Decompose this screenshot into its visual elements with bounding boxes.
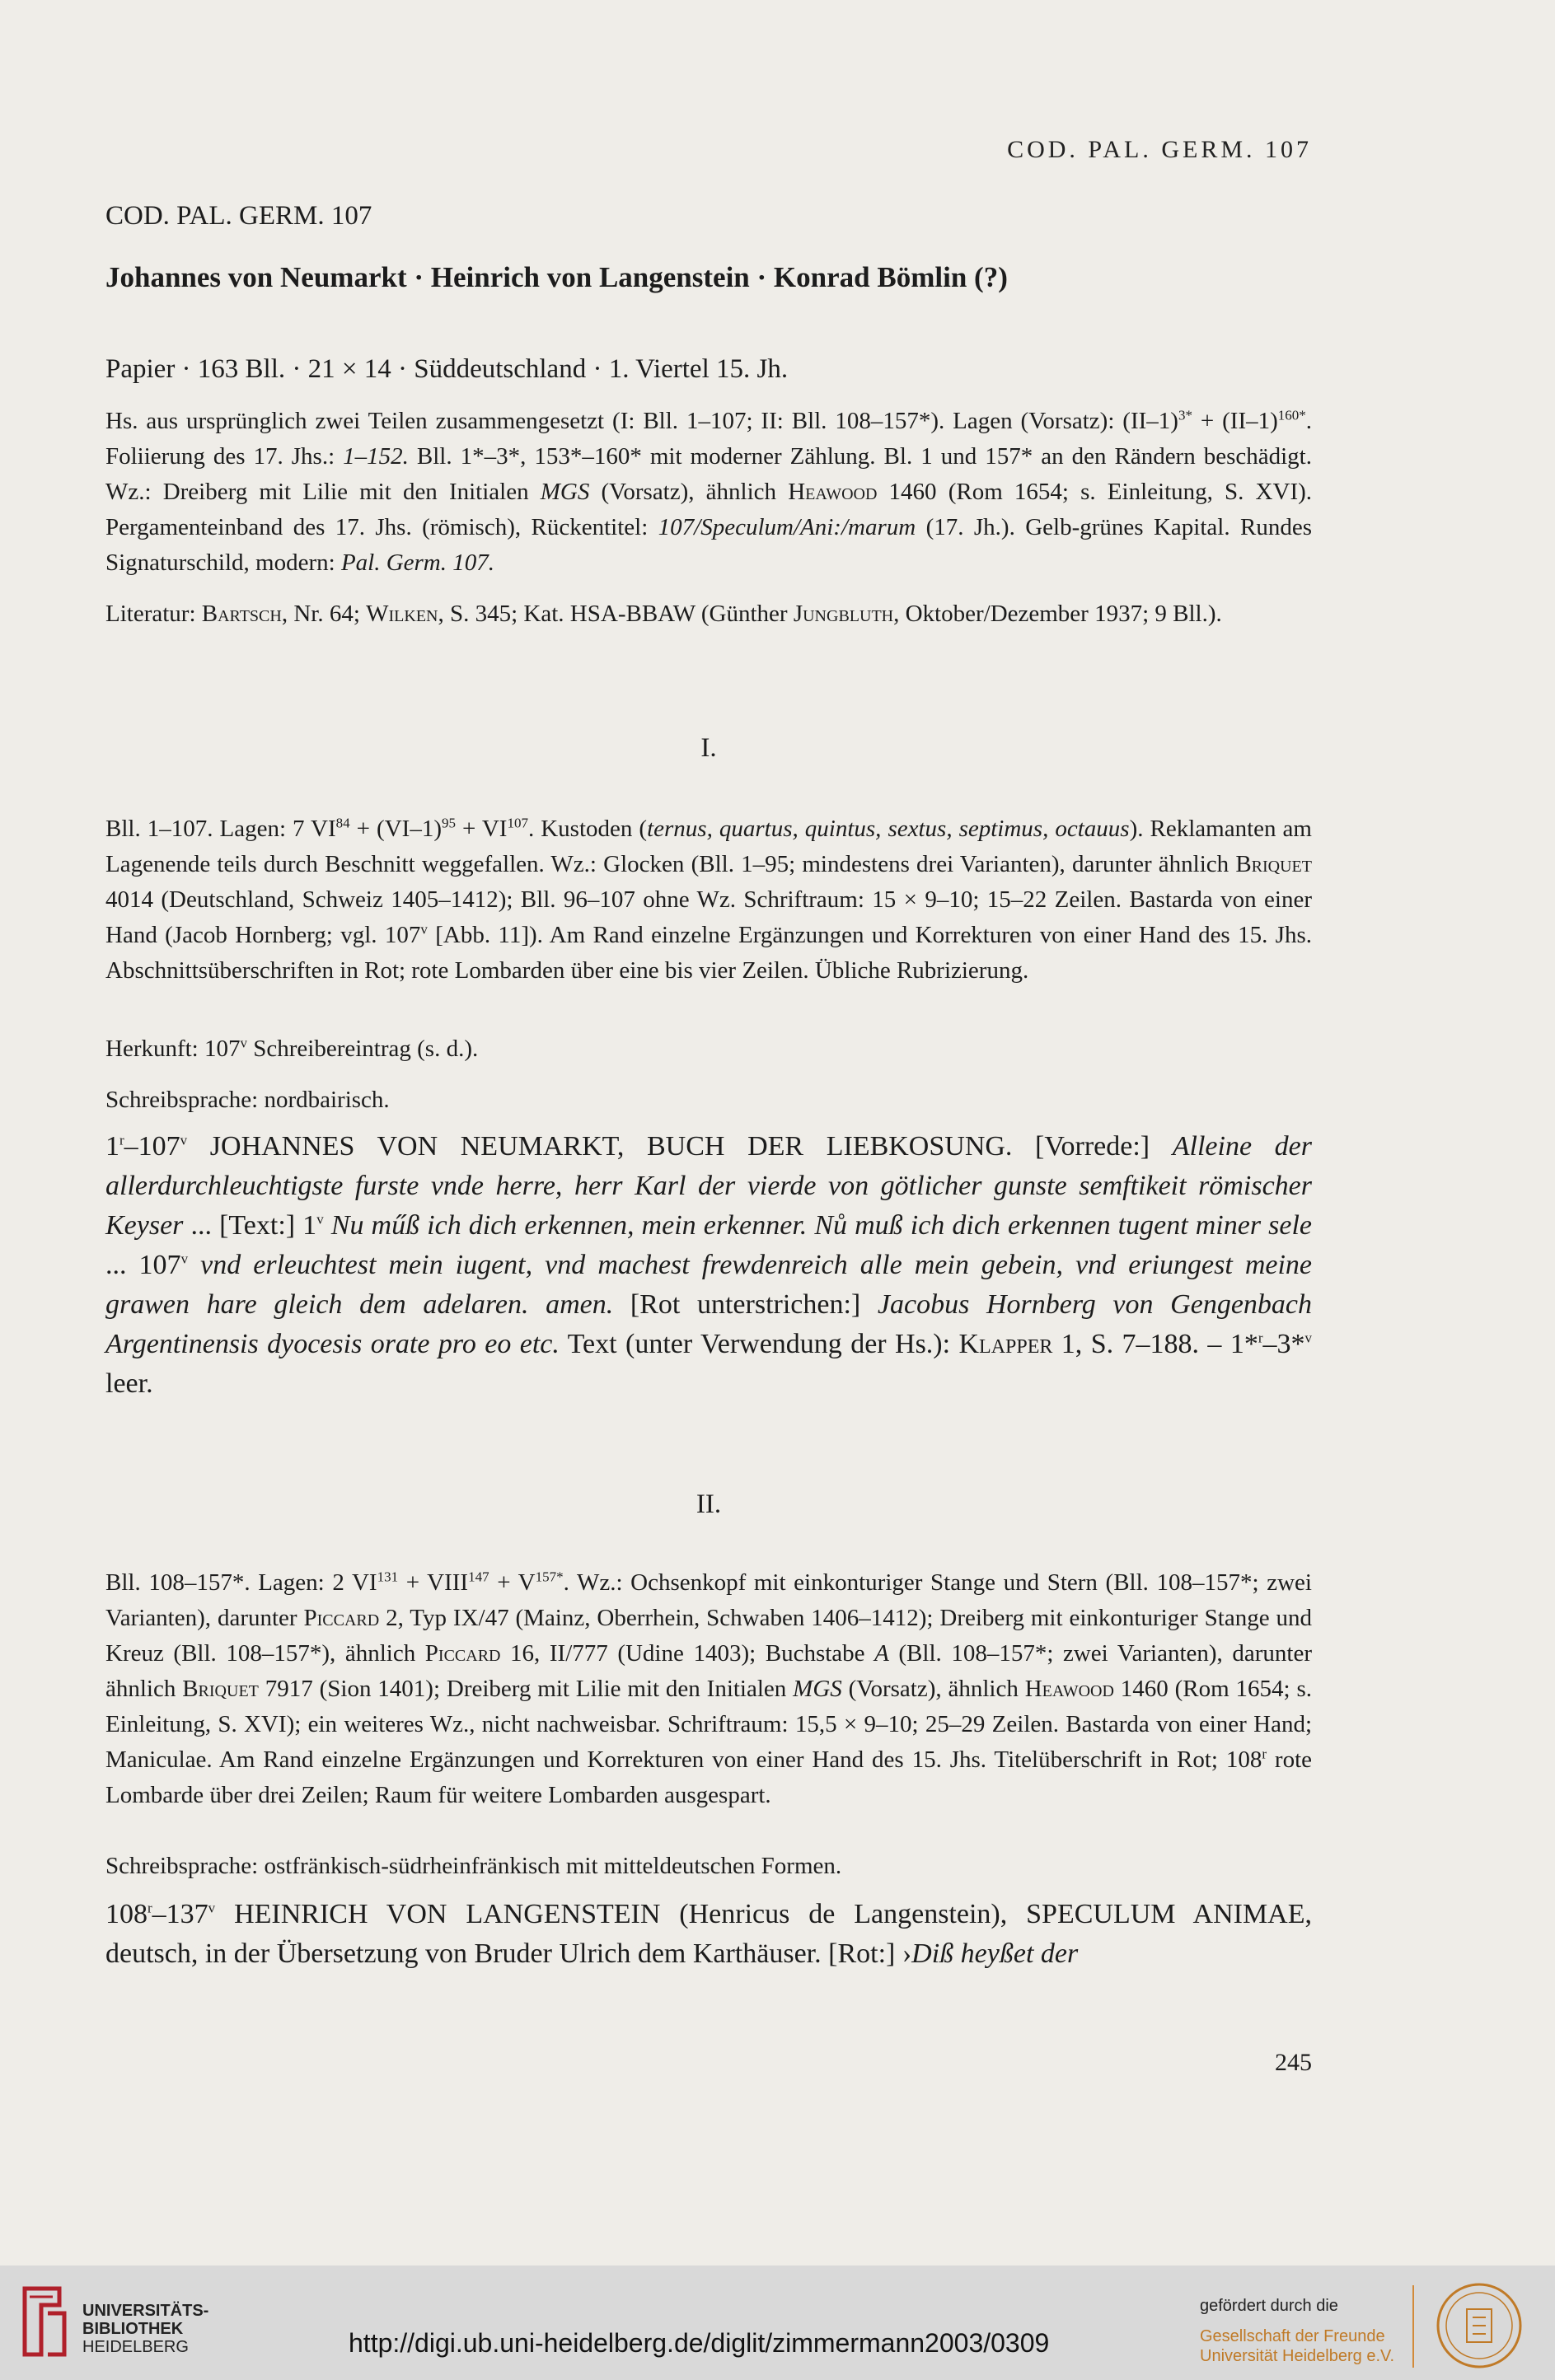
dialect-line-2: Schreibsprache: ostfränkisch-südrheinfränkisch mit mitteldeutschen Formen. xyxy=(105,1853,842,1879)
physical-description: Papier · 163 Bll. · 21 × 14 · Süddeutschland · 1. Viertel 15. Jh. xyxy=(105,354,789,384)
part2-codicology-paragraph: Bll. 108–157*. Lagen: 2 $VI^{131}$ + $VIII^{147} + V^{157*}$. Wz.: Ochsenkopf mit einkonturiger Stange und Stern (Bll. 108–157*; zwei Varianten), darunter Piccard 2, Typ IX/47 (Mainz, Oberrhein, Schwaben 1406–1412); Dreiberg mit einkonturiger Stange und Kreuz (Bll. 108–157*), ähnlich Piccard 16, II/777 (Udine 1403); Buchstabe A (Bll. 108–157*; zwei Varianten), darunter ähnlich Briquet 7917 (Sion 1401); Dreiberg mit Lilie mit den Initialen MGS (Vorsatz), ähnlich Heawood 1460 (Rom 1654; s. Einleitung, S. XVI); ein weiteres Wz., nicht nachweisbar. Schriftraum: 15,5 × 9–10; 25–29 Zeilen. Bastarda von einer Hand; Maniculae. Am Rand einzelne Ergänzungen und Korrekturen von einer Hand des 15. Jhs. Titelüberschrift in Rot; 108$^r$ rote Lombarde über drei Zeilen; Raum für weitere Lombarden ausgespart. xyxy=(105,1569,1312,1808)
running-head: COD. PAL. GERM. 107 xyxy=(1007,136,1312,163)
permalink-url[interactable]: http://digi.ub.uni-heidelberg.de/diglit/zimmermann2003/0309 xyxy=(349,2328,1050,2358)
part1-codicology-paragraph: Bll. 1–107. Lagen: 7 $VI^{84} + (VI-1)^{95} + VI^{107}$. Kustoden (ternus, quartus, quintus, sextus, septimus, octauus). Reklamanten am Lagenende teils durch Beschnitt weggefallen. Wz.: Glocken (Bll. 1–95; mindestens drei Varianten), darunter ähnlich Briquet 4014 (Deutschland, Schweiz 1405–1412); Bll. 96–107 ohne Wz. Schriftraum: 15 × 9–10; 15–22 Zeilen. Bastarda von einer Hand (Jacob Hornberg; vgl. 107$^v$ [Abb. 11]). Am Rand einzelne Ergänzungen und Korrekturen von einer Hand des 15. Jhs. Abschnittsüberschriften in Rot; rote Lombarden über eine bis vier Zeilen. Übliche Rubrizierung. xyxy=(105,815,1312,984)
dialect-line-1: Schreibsprache: nordbairisch. xyxy=(105,1087,390,1113)
manuscript-title: Johannes von Neumarkt · Heinrich von Langenstein · Konrad Bömlin (?) xyxy=(105,261,1008,293)
support-text: gefördert durch die xyxy=(1200,2297,1338,2315)
ub-name: UNIVERSITÄTS- BIBLIOTHEK HEIDELBERG xyxy=(82,2302,209,2356)
codicology-paragraph: Hs. aus ursprünglich zwei Teilen zusammengesetzt (I: Bll. 1–107; II: Bll. 108–157*). Lagen (Vorsatz): $(II-1)^{3*} + (II-1)^{160*}$. Foliierung des 17. Jhs.: 1–152. Bll. 1*–3*, 153*–160* mit moderner Zählung. Bl. 1 und 157* an den Rändern beschädigt. Wz.: Dreiberg mit Lilie mit den Initialen MGS (Vorsatz), ähnlich Heawood 1460 (Rom 1654; s. Einleitung, S. XVI). Pergamenteinband des 17. Jhs. (römisch), Rückentitel: 107/Speculum/Ani:/marum (17. Jh.). Gelb-grünes Kapital. Rundes Signaturschild, modern: Pal. Germ. 107. xyxy=(105,407,1313,576)
section-heading-2: II. xyxy=(696,1489,722,1519)
ub-logo-icon xyxy=(16,2280,68,2363)
content-entry-2: 108$^r$–137$^v$ HEINRICH VON LANGENSTEIN (Henricus de Langenstein), SPECULUM ANIMAE, deutsch, in der Übersetzung von Bruder Ulrich dem Karthäuser. [Rot:] ›Diß heyßet der xyxy=(105,1899,1312,1969)
footer-divider xyxy=(1412,2285,1414,2368)
literature-paragraph: Literatur: Bartsch, Nr. 64; Wilken, S. 345; Kat. HSA-BBAW (Günther Jungbluth, Oktober/Dezember 1937; 9 Bll.). xyxy=(105,601,1222,627)
society-name: Gesellschaft der Freunde Universität Heidelberg e.V. xyxy=(1200,2327,1395,2365)
content-entry-1: 1$^r$–107$^v$ JOHANNES VON NEUMARKT, BUCH DER LIEBKOSUNG. [Vorrede:] Alleine der allerdurchleuchtigste furste vnde herre, herr Karl der vierde von götlicher gunste semftikeit römischer Keyser ... [Text:] 1$^v$ Nu műß ich dich erkennen, mein erkenner. Nů muß ich dich erkennen tugent miner sele ... 107$^v$ vnd erleuchtest mein iugent, vnd machest frewdenreich alle mein gebein, vnd eriungest meine grawen hare gleich dem adelaren. amen. [Rot unterstrichen:] Jacobus Hornberg von Gengenbach Argentinensis dyocesis orate pro eo etc. Text (unter Verwendung der Hs.): Klapper 1, S. 7–188. – 1*$^r$–3*$^v$ leer. xyxy=(105,1131,1313,1399)
university-seal-icon xyxy=(1430,2280,1529,2371)
section-heading-1: I. xyxy=(700,733,717,763)
library-footer xyxy=(0,2265,1555,2380)
provenance-line: Herkunft: 107$^v$ Schreibereintrag (s. d.). xyxy=(105,1035,479,1062)
signature-heading: COD. PAL. GERM. 107 xyxy=(105,201,372,231)
page-number: 245 xyxy=(1275,2049,1312,2076)
